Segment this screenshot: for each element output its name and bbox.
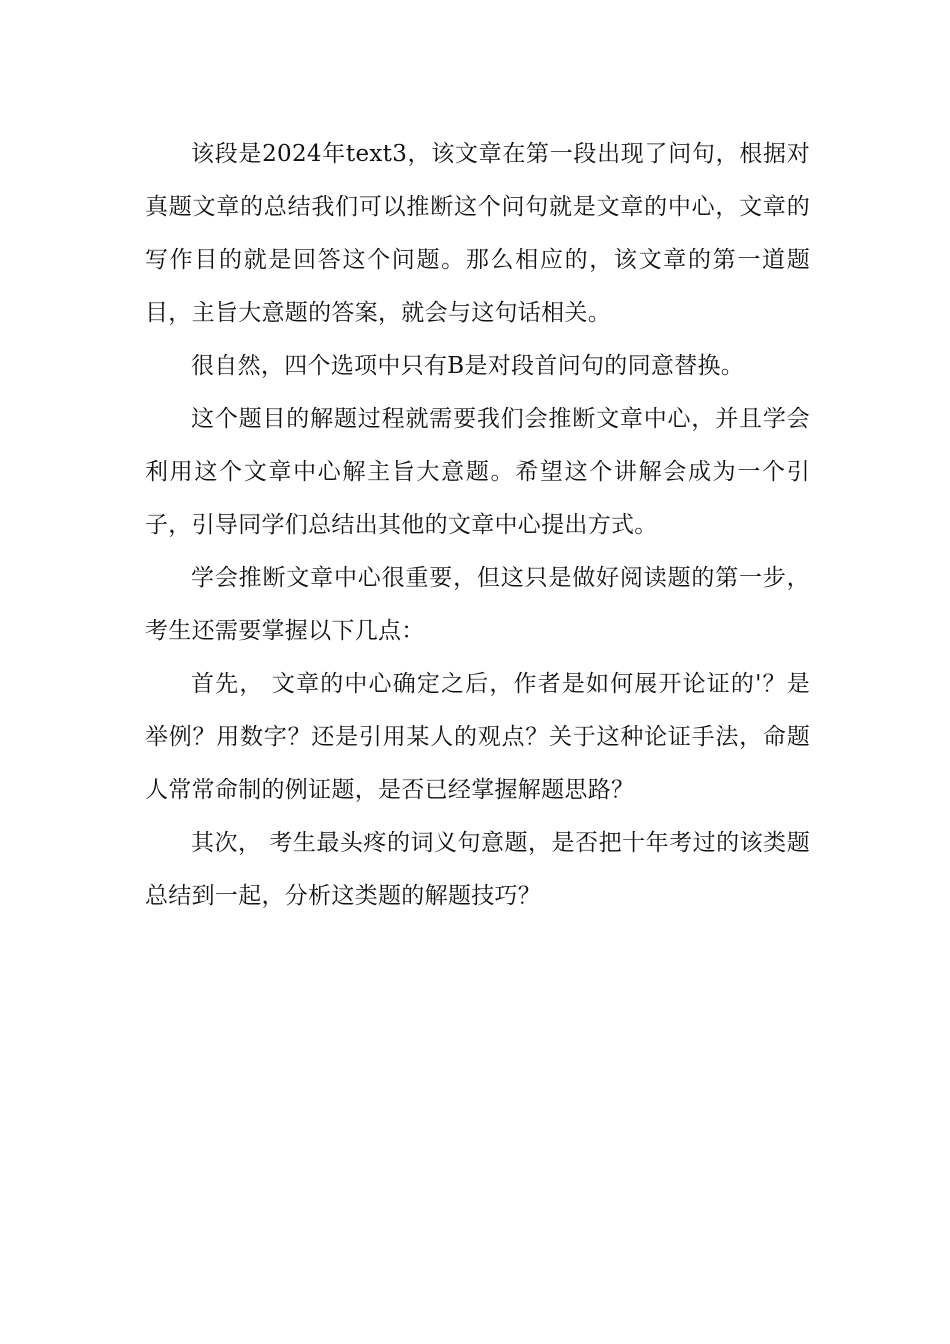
paragraph-2: 很自然，四个选项中只有B是对段首问句的同意替换。 (191, 353, 745, 379)
paragraph-3: 这个题目的解题过程就需要我们会推断文章中心，并且学会利用这个文章中心解主旨大意题。希望这个讲解会成为一个引子，引导同学们总结出其他的文章中心提出方式。 (145, 406, 810, 538)
paragraph-6: 其次， 考生最头疼的词义句意题，是否把十年考过的该类题总结到一起，分析这类题的解题技巧？ (145, 830, 810, 909)
paragraph-5: 首先， 文章的中心确定之后，作者是如何展开论证的'？是举例？用数字？还是引用某人的观点？关于这种论证手法，命题人常常命制的例证题，是否已经掌握解题思路？ (145, 671, 810, 803)
paragraph-1: 该段是2024年text3，该文章在第一段出现了问句，根据对真题文章的总结我们可以推断这个问句就是文章的中心，文章的写作目的就是回答这个问题。那么相应的，该文章的第一道题目，主旨大意题的答案，就会与这句话相关。 (145, 141, 810, 326)
document-body (145, 128, 810, 923)
paragraph-4: 学会推断文章中心很重要，但这只是做好阅读题的第一步，考生还需要掌握以下几点： (145, 565, 810, 644)
